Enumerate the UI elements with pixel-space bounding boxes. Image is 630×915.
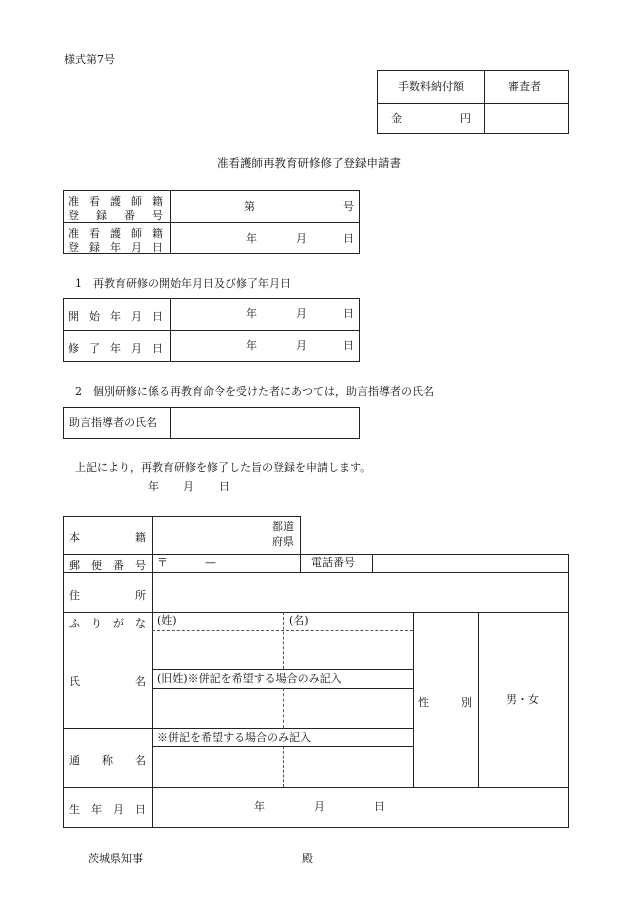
sex-value[interactable]: 男・女 [506,693,539,706]
start-date-field[interactable] [174,301,356,327]
amount-label: 金 [391,112,402,125]
surname-field[interactable] [155,632,281,667]
start-month: 月 [296,307,307,320]
postal-dash: — [205,556,216,569]
todofuken-line2: 府県 [272,535,294,548]
section1-heading: 1 再教育研修の開始年月日及び修了年月日 [75,277,291,290]
fee-amount-field[interactable] [410,106,455,130]
start-year: 年 [246,307,257,320]
birth-day: 日 [374,800,385,813]
advisor-name-field[interactable] [174,410,356,436]
end-day: 日 [343,339,354,352]
birth-month: 月 [314,800,325,813]
former-surname-field[interactable] [155,690,281,726]
reg-number-label-1: 准 看 護 師 籍 [68,195,163,208]
alias-field-2[interactable] [286,748,411,785]
end-date-label: 修 了 年 月 日 [68,342,163,355]
reg-month: 月 [296,232,307,245]
registration-date-field[interactable] [174,225,356,251]
birth-year: 年 [254,800,265,813]
reg-number-label-2: 登 録 番 号 [68,209,163,222]
honseki-field[interactable] [155,519,265,552]
reg-day: 日 [343,232,354,245]
registration-number-field[interactable] [260,193,340,219]
yen-label: 円 [460,112,471,125]
reg-date-label-2: 登 録 年 月 日 [68,241,163,254]
alias-field-1[interactable] [155,748,281,785]
form-number: 様式第7号 [64,53,115,66]
postal-code-field[interactable] [170,556,290,570]
postal-prefix: 〒 [157,556,168,569]
address-label: 住 所 [69,589,146,602]
sex-label: 性 別 [418,696,472,709]
phone-label: 電話番号 [311,556,355,569]
application-year: 年 [148,480,159,493]
reg-date-label-1: 准 看 護 師 籍 [68,227,163,240]
governor-label: 茨城県知事 [88,852,143,865]
advisor-label: 助言指導者の氏名 [69,416,157,429]
reg-year: 年 [246,232,257,245]
application-month: 月 [183,480,194,493]
alias-label: 通 称 名 [69,754,146,767]
furigana-label: ふ り が な [69,617,146,630]
section2-heading: 2 個別研修に係る再教育命令を受けた者にあつては，助言指導者の氏名 [75,385,434,398]
given-name-field[interactable] [286,632,411,667]
phone-field[interactable] [375,556,567,570]
alias-note: ※併記を希望する場合のみ記入 [157,731,311,744]
start-day: 日 [343,307,354,320]
statement-text: 上記により，再教育研修を修了した旨の登録を申請します。 [75,461,372,474]
honseki-label: 本 籍 [69,531,146,544]
examiner-header: 審査者 [508,80,541,93]
postal-label: 郵 便 番 号 [69,559,146,572]
surname-label: (姓) [157,614,177,627]
start-date-label: 開 始 年 月 日 [68,310,163,323]
dono-label: 殿 [302,852,313,865]
end-date-field[interactable] [174,333,356,359]
address-field[interactable] [155,574,567,610]
birth-date-field[interactable] [160,790,410,825]
page-title: 准看護師再教育研修修了登録申請書 [217,156,401,170]
application-day: 日 [219,480,230,493]
dai-label: 第 [244,200,255,213]
former-surname-note: (旧姓)※併記を希望する場合のみ記入 [157,672,342,685]
name-label: 氏 名 [69,675,146,688]
given-name-label: (名) [289,614,309,627]
end-year: 年 [246,339,257,352]
examiner-field[interactable] [487,106,566,131]
end-month: 月 [296,339,307,352]
birth-date-label: 生 年 月 日 [69,803,146,816]
gou-label: 号 [343,200,354,213]
fee-header: 手数料納付額 [398,80,464,93]
todofuken-line1: 都道 [272,520,294,533]
